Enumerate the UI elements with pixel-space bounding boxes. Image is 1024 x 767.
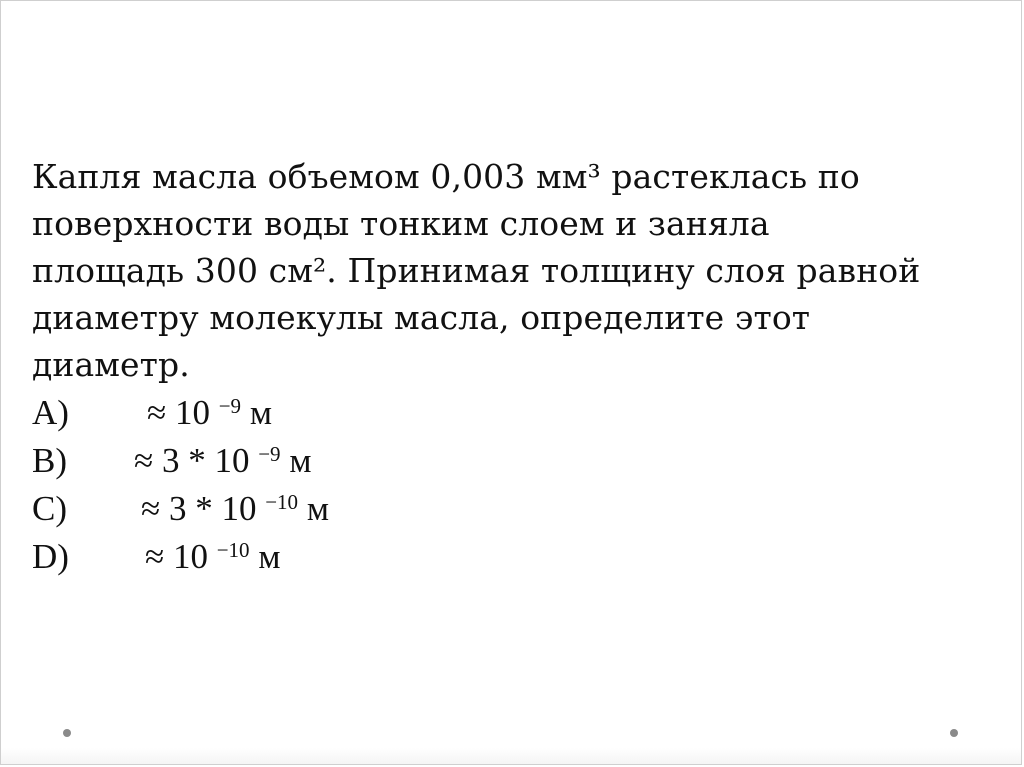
option-letter: A) xyxy=(32,393,69,432)
question-text xyxy=(32,153,992,388)
option-value: ≈ 10 $^{-10}$ м xyxy=(145,537,281,576)
question-line: Капля масла объемом 0,003 мм³ растеклась по xyxy=(32,157,860,196)
option-letter: C) xyxy=(32,489,67,528)
nav-dot-right-icon[interactable] xyxy=(950,729,958,737)
option-letter: D) xyxy=(32,537,69,576)
option-value: ≈ 3 * 10 $^{-9}$ м xyxy=(134,441,312,480)
question-line: площадь 300 см². Принимая толщину слоя равной xyxy=(32,251,921,290)
slide-shadow xyxy=(1,748,1021,764)
option-value: ≈ 3 * 10 $^{-10}$ м xyxy=(141,489,329,528)
nav-dot-left-icon[interactable] xyxy=(63,729,71,737)
option-value: ≈ 10 $^{-9}$ м xyxy=(147,393,272,432)
question-line: поверхности воды тонким слоем и заняла xyxy=(32,204,770,243)
option-letter: B) xyxy=(32,441,67,480)
question-line: диаметр. xyxy=(32,345,190,384)
question-line: диаметру молекулы масла, определите этот xyxy=(32,298,811,337)
